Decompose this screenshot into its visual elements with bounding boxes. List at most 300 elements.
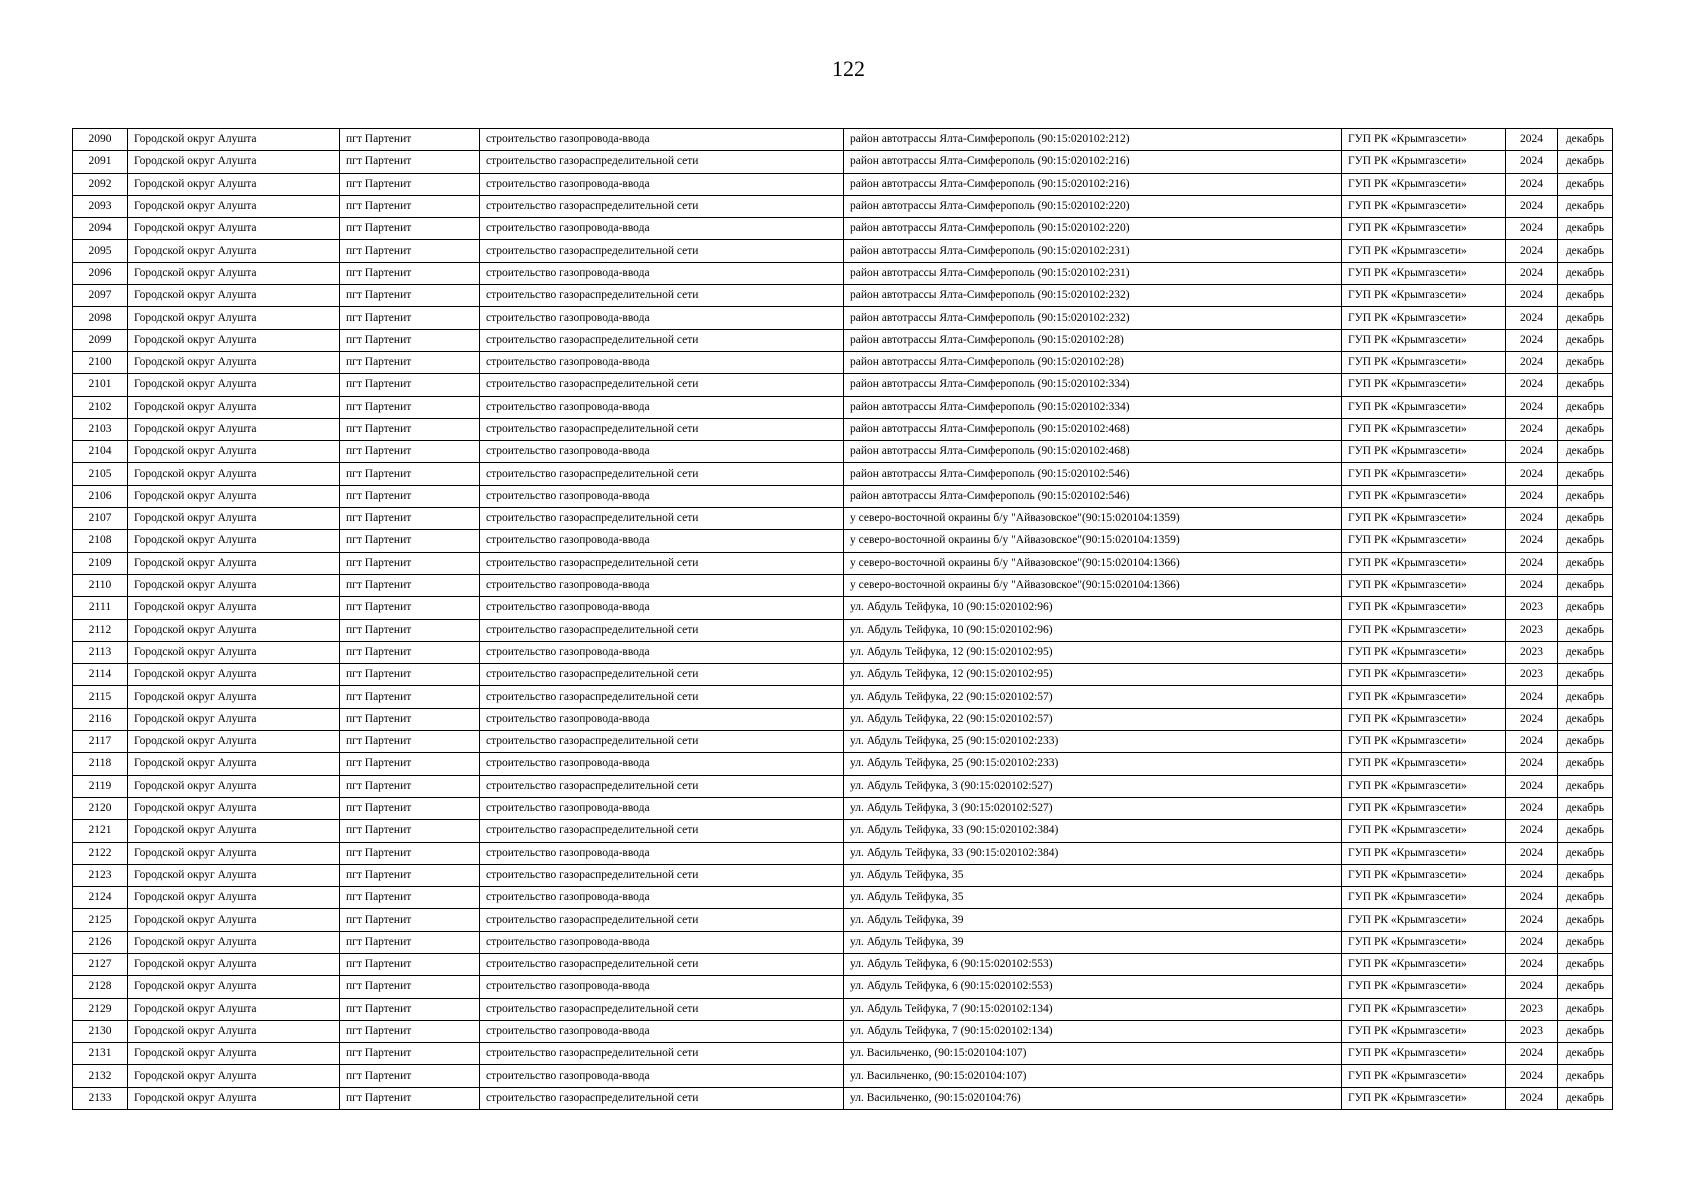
row-number: 2121 xyxy=(73,820,128,842)
year-cell: 2024 xyxy=(1506,351,1558,373)
organization-cell: ГУП РК «Крымгазсети» xyxy=(1342,909,1506,931)
address-cell: ул. Абдуль Тейфука, 35 xyxy=(844,887,1342,909)
settlement-cell: пгт Партенит xyxy=(340,463,480,485)
work-type-cell: строительство газопровода-ввода xyxy=(480,530,844,552)
year-cell: 2024 xyxy=(1506,129,1558,151)
month-cell: декабрь xyxy=(1558,909,1613,931)
year-cell: 2024 xyxy=(1506,285,1558,307)
table-row xyxy=(73,508,1613,530)
row-number: 2097 xyxy=(73,285,128,307)
table-row xyxy=(73,797,1613,819)
district-cell: Городской округ Алушта xyxy=(128,664,340,686)
settlement-cell: пгт Партенит xyxy=(340,173,480,195)
settlement-cell: пгт Партенит xyxy=(340,597,480,619)
year-cell: 2024 xyxy=(1506,753,1558,775)
address-cell: ул. Абдуль Тейфука, 39 xyxy=(844,931,1342,953)
month-cell: декабрь xyxy=(1558,262,1613,284)
address-cell: район автотрассы Ялта-Симферополь (90:15:020102:232) xyxy=(844,285,1342,307)
address-cell: ул. Абдуль Тейфука, 39 xyxy=(844,909,1342,931)
settlement-cell: пгт Партенит xyxy=(340,909,480,931)
district-cell: Городской округ Алушта xyxy=(128,173,340,195)
settlement-cell: пгт Партенит xyxy=(340,864,480,886)
address-cell: ул. Абдуль Тейфука, 12 (90:15:020102:95) xyxy=(844,641,1342,663)
address-cell: район автотрассы Ялта-Симферополь (90:15:020102:212) xyxy=(844,129,1342,151)
district-cell: Городской округ Алушта xyxy=(128,262,340,284)
work-type-cell: строительство газораспределительной сети xyxy=(480,864,844,886)
settlement-cell: пгт Партенит xyxy=(340,240,480,262)
district-cell: Городской округ Алушта xyxy=(128,775,340,797)
year-cell: 2024 xyxy=(1506,195,1558,217)
row-number: 2129 xyxy=(73,998,128,1020)
settlement-cell: пгт Партенит xyxy=(340,262,480,284)
organization-cell: ГУП РК «Крымгазсети» xyxy=(1342,351,1506,373)
district-cell: Городской округ Алушта xyxy=(128,530,340,552)
table-row xyxy=(73,820,1613,842)
district-cell: Городской округ Алушта xyxy=(128,329,340,351)
address-cell: ул. Абдуль Тейфука, 33 (90:15:020102:384) xyxy=(844,842,1342,864)
year-cell: 2023 xyxy=(1506,597,1558,619)
table-row xyxy=(73,708,1613,730)
row-number: 2103 xyxy=(73,418,128,440)
table-row xyxy=(73,887,1613,909)
work-type-cell: строительство газопровода-ввода xyxy=(480,218,844,240)
table-row xyxy=(73,731,1613,753)
address-cell: у северо-восточной окраины б/у "Айвазовское"(90:15:020104:1359) xyxy=(844,530,1342,552)
address-cell: ул. Васильченко, (90:15:020104:107) xyxy=(844,1043,1342,1065)
table-row xyxy=(73,530,1613,552)
table-row xyxy=(73,953,1613,975)
district-cell: Городской округ Алушта xyxy=(128,708,340,730)
address-cell: район автотрассы Ялта-Симферополь (90:15:020102:468) xyxy=(844,418,1342,440)
settlement-cell: пгт Партенит xyxy=(340,218,480,240)
month-cell: декабрь xyxy=(1558,285,1613,307)
address-cell: у северо-восточной окраины б/у "Айвазовское"(90:15:020104:1366) xyxy=(844,574,1342,596)
year-cell: 2024 xyxy=(1506,485,1558,507)
row-number: 2107 xyxy=(73,508,128,530)
year-cell: 2024 xyxy=(1506,262,1558,284)
year-cell: 2024 xyxy=(1506,931,1558,953)
address-cell: район автотрассы Ялта-Симферополь (90:15:020102:468) xyxy=(844,441,1342,463)
table-row xyxy=(73,931,1613,953)
settlement-cell: пгт Партенит xyxy=(340,842,480,864)
year-cell: 2024 xyxy=(1506,1087,1558,1109)
address-cell: ул. Абдуль Тейфука, 10 (90:15:020102:96) xyxy=(844,619,1342,641)
settlement-cell: пгт Партенит xyxy=(340,396,480,418)
organization-cell: ГУП РК «Крымгазсети» xyxy=(1342,240,1506,262)
work-type-cell: строительство газораспределительной сети xyxy=(480,463,844,485)
year-cell: 2024 xyxy=(1506,396,1558,418)
address-cell: район автотрассы Ялта-Симферополь (90:15:020102:220) xyxy=(844,218,1342,240)
district-cell: Городской округ Алушта xyxy=(128,195,340,217)
district-cell: Городской округ Алушта xyxy=(128,1065,340,1087)
district-cell: Городской округ Алушта xyxy=(128,374,340,396)
settlement-cell: пгт Партенит xyxy=(340,307,480,329)
year-cell: 2024 xyxy=(1506,953,1558,975)
table-row xyxy=(73,240,1613,262)
organization-cell: ГУП РК «Крымгазсети» xyxy=(1342,307,1506,329)
work-type-cell: строительство газопровода-ввода xyxy=(480,597,844,619)
table-row xyxy=(73,976,1613,998)
district-cell: Городской округ Алушта xyxy=(128,1043,340,1065)
year-cell: 2024 xyxy=(1506,441,1558,463)
row-number: 2094 xyxy=(73,218,128,240)
year-cell: 2024 xyxy=(1506,218,1558,240)
work-type-cell: строительство газопровода-ввода xyxy=(480,887,844,909)
settlement-cell: пгт Партенит xyxy=(340,931,480,953)
month-cell: декабрь xyxy=(1558,1020,1613,1042)
district-cell: Городской округ Алушта xyxy=(128,887,340,909)
settlement-cell: пгт Партенит xyxy=(340,285,480,307)
work-type-cell: строительство газораспределительной сети xyxy=(480,374,844,396)
month-cell: декабрь xyxy=(1558,530,1613,552)
settlement-cell: пгт Партенит xyxy=(340,329,480,351)
address-cell: район автотрассы Ялта-Симферополь (90:15:020102:216) xyxy=(844,151,1342,173)
year-cell: 2024 xyxy=(1506,686,1558,708)
work-type-cell: строительство газораспределительной сети xyxy=(480,285,844,307)
settlement-cell: пгт Партенит xyxy=(340,731,480,753)
row-number: 2131 xyxy=(73,1043,128,1065)
work-type-cell: строительство газопровода-ввода xyxy=(480,129,844,151)
address-cell: ул. Абдуль Тейфука, 12 (90:15:020102:95) xyxy=(844,664,1342,686)
table-row xyxy=(73,463,1613,485)
month-cell: декабрь xyxy=(1558,708,1613,730)
district-cell: Городской округ Алушта xyxy=(128,574,340,596)
address-cell: у северо-восточной окраины б/у "Айвазовское"(90:15:020104:1359) xyxy=(844,508,1342,530)
organization-cell: ГУП РК «Крымгазсети» xyxy=(1342,797,1506,819)
organization-cell: ГУП РК «Крымгазсети» xyxy=(1342,552,1506,574)
table-row xyxy=(73,619,1613,641)
district-cell: Городской округ Алушта xyxy=(128,441,340,463)
organization-cell: ГУП РК «Крымгазсети» xyxy=(1342,1065,1506,1087)
settlement-cell: пгт Партенит xyxy=(340,552,480,574)
address-cell: район автотрассы Ялта-Симферополь (90:15:020102:28) xyxy=(844,351,1342,373)
address-cell: район автотрассы Ялта-Симферополь (90:15:020102:546) xyxy=(844,485,1342,507)
month-cell: декабрь xyxy=(1558,463,1613,485)
settlement-cell: пгт Партенит xyxy=(340,976,480,998)
work-type-cell: строительство газораспределительной сети xyxy=(480,508,844,530)
row-number: 2114 xyxy=(73,664,128,686)
address-cell: ул. Абдуль Тейфука, 7 (90:15:020102:134) xyxy=(844,1020,1342,1042)
row-number: 2096 xyxy=(73,262,128,284)
district-cell: Городской округ Алушта xyxy=(128,597,340,619)
month-cell: декабрь xyxy=(1558,1087,1613,1109)
organization-cell: ГУП РК «Крымгазсети» xyxy=(1342,508,1506,530)
month-cell: декабрь xyxy=(1558,619,1613,641)
row-number: 2122 xyxy=(73,842,128,864)
month-cell: декабрь xyxy=(1558,129,1613,151)
table-row xyxy=(73,775,1613,797)
year-cell: 2024 xyxy=(1506,374,1558,396)
work-type-cell: строительство газопровода-ввода xyxy=(480,641,844,663)
address-cell: район автотрассы Ялта-Симферополь (90:15:020102:546) xyxy=(844,463,1342,485)
organization-cell: ГУП РК «Крымгазсети» xyxy=(1342,597,1506,619)
work-type-cell: строительство газопровода-ввода xyxy=(480,797,844,819)
address-cell: район автотрассы Ялта-Симферополь (90:15:020102:216) xyxy=(844,173,1342,195)
organization-cell: ГУП РК «Крымгазсети» xyxy=(1342,463,1506,485)
table-row xyxy=(73,998,1613,1020)
year-cell: 2024 xyxy=(1506,463,1558,485)
month-cell: декабрь xyxy=(1558,151,1613,173)
year-cell: 2024 xyxy=(1506,775,1558,797)
district-cell: Городской округ Алушта xyxy=(128,976,340,998)
district-cell: Городской округ Алушта xyxy=(128,619,340,641)
row-number: 2104 xyxy=(73,441,128,463)
row-number: 2090 xyxy=(73,129,128,151)
table-row xyxy=(73,641,1613,663)
address-cell: ул. Абдуль Тейфука, 25 (90:15:020102:233) xyxy=(844,731,1342,753)
month-cell: декабрь xyxy=(1558,664,1613,686)
row-number: 2120 xyxy=(73,797,128,819)
row-number: 2116 xyxy=(73,708,128,730)
work-type-cell: строительство газопровода-ввода xyxy=(480,976,844,998)
work-type-cell: строительство газораспределительной сети xyxy=(480,151,844,173)
row-number: 2132 xyxy=(73,1065,128,1087)
table-row xyxy=(73,485,1613,507)
year-cell: 2024 xyxy=(1506,976,1558,998)
table-row xyxy=(73,129,1613,151)
work-type-cell: строительство газопровода-ввода xyxy=(480,262,844,284)
month-cell: декабрь xyxy=(1558,775,1613,797)
organization-cell: ГУП РК «Крымгазсети» xyxy=(1342,418,1506,440)
table-row xyxy=(73,552,1613,574)
organization-cell: ГУП РК «Крымгазсети» xyxy=(1342,485,1506,507)
district-cell: Городской округ Алушта xyxy=(128,240,340,262)
work-type-cell: строительство газораспределительной сети xyxy=(480,418,844,440)
settlement-cell: пгт Партенит xyxy=(340,797,480,819)
year-cell: 2023 xyxy=(1506,664,1558,686)
row-number: 2112 xyxy=(73,619,128,641)
settlement-cell: пгт Партенит xyxy=(340,151,480,173)
row-number: 2118 xyxy=(73,753,128,775)
district-cell: Городской округ Алушта xyxy=(128,552,340,574)
year-cell: 2023 xyxy=(1506,641,1558,663)
year-cell: 2024 xyxy=(1506,864,1558,886)
organization-cell: ГУП РК «Крымгазсети» xyxy=(1342,619,1506,641)
row-number: 2102 xyxy=(73,396,128,418)
month-cell: декабрь xyxy=(1558,374,1613,396)
organization-cell: ГУП РК «Крымгазсети» xyxy=(1342,887,1506,909)
table-row xyxy=(73,396,1613,418)
row-number: 2091 xyxy=(73,151,128,173)
year-cell: 2024 xyxy=(1506,708,1558,730)
row-number: 2098 xyxy=(73,307,128,329)
work-type-cell: строительство газопровода-ввода xyxy=(480,441,844,463)
settlement-cell: пгт Партенит xyxy=(340,775,480,797)
table-row xyxy=(73,329,1613,351)
work-type-cell: строительство газораспределительной сети xyxy=(480,240,844,262)
table-row xyxy=(73,307,1613,329)
work-type-cell: строительство газопровода-ввода xyxy=(480,574,844,596)
table-row xyxy=(73,285,1613,307)
district-cell: Городской округ Алушта xyxy=(128,731,340,753)
year-cell: 2023 xyxy=(1506,1020,1558,1042)
district-cell: Городской округ Алушта xyxy=(128,485,340,507)
month-cell: декабрь xyxy=(1558,418,1613,440)
organization-cell: ГУП РК «Крымгазсети» xyxy=(1342,931,1506,953)
organization-cell: ГУП РК «Крымгазсети» xyxy=(1342,641,1506,663)
work-type-cell: строительство газопровода-ввода xyxy=(480,485,844,507)
district-cell: Городской округ Алушта xyxy=(128,864,340,886)
registry-table xyxy=(72,128,1613,1110)
work-type-cell: строительство газораспределительной сети xyxy=(480,731,844,753)
organization-cell: ГУП РК «Крымгазсети» xyxy=(1342,1087,1506,1109)
organization-cell: ГУП РК «Крымгазсети» xyxy=(1342,574,1506,596)
row-number: 2108 xyxy=(73,530,128,552)
organization-cell: ГУП РК «Крымгазсети» xyxy=(1342,329,1506,351)
month-cell: декабрь xyxy=(1558,998,1613,1020)
settlement-cell: пгт Партенит xyxy=(340,998,480,1020)
table-row xyxy=(73,864,1613,886)
organization-cell: ГУП РК «Крымгазсети» xyxy=(1342,664,1506,686)
table-row xyxy=(73,262,1613,284)
table-row xyxy=(73,351,1613,373)
organization-cell: ГУП РК «Крымгазсети» xyxy=(1342,976,1506,998)
work-type-cell: строительство газопровода-ввода xyxy=(480,931,844,953)
district-cell: Городской округ Алушта xyxy=(128,998,340,1020)
month-cell: декабрь xyxy=(1558,441,1613,463)
year-cell: 2024 xyxy=(1506,307,1558,329)
address-cell: ул. Абдуль Тейфука, 35 xyxy=(844,864,1342,886)
organization-cell: ГУП РК «Крымгазсети» xyxy=(1342,731,1506,753)
address-cell: ул. Абдуль Тейфука, 22 (90:15:020102:57) xyxy=(844,708,1342,730)
registry-table-body xyxy=(73,129,1613,1110)
table-row xyxy=(73,374,1613,396)
address-cell: район автотрассы Ялта-Симферополь (90:15:020102:334) xyxy=(844,396,1342,418)
district-cell: Городской округ Алушта xyxy=(128,129,340,151)
row-number: 2133 xyxy=(73,1087,128,1109)
organization-cell: ГУП РК «Крымгазсети» xyxy=(1342,1043,1506,1065)
work-type-cell: строительство газопровода-ввода xyxy=(480,1065,844,1087)
row-number: 2106 xyxy=(73,485,128,507)
address-cell: район автотрассы Ялта-Симферополь (90:15:020102:334) xyxy=(844,374,1342,396)
organization-cell: ГУП РК «Крымгазсети» xyxy=(1342,753,1506,775)
year-cell: 2024 xyxy=(1506,731,1558,753)
organization-cell: ГУП РК «Крымгазсети» xyxy=(1342,775,1506,797)
year-cell: 2024 xyxy=(1506,820,1558,842)
month-cell: декабрь xyxy=(1558,976,1613,998)
settlement-cell: пгт Партенит xyxy=(340,641,480,663)
settlement-cell: пгт Партенит xyxy=(340,664,480,686)
year-cell: 2024 xyxy=(1506,530,1558,552)
month-cell: декабрь xyxy=(1558,508,1613,530)
work-type-cell: строительство газораспределительной сети xyxy=(480,953,844,975)
settlement-cell: пгт Партенит xyxy=(340,530,480,552)
address-cell: ул. Васильченко, (90:15:020104:107) xyxy=(844,1065,1342,1087)
month-cell: декабрь xyxy=(1558,218,1613,240)
address-cell: район автотрассы Ялта-Симферополь (90:15:020102:232) xyxy=(844,307,1342,329)
table-row xyxy=(73,195,1613,217)
settlement-cell: пгт Партенит xyxy=(340,351,480,373)
work-type-cell: строительство газопровода-ввода xyxy=(480,396,844,418)
settlement-cell: пгт Партенит xyxy=(340,418,480,440)
table-row xyxy=(73,753,1613,775)
address-cell: ул. Абдуль Тейфука, 3 (90:15:020102:527) xyxy=(844,775,1342,797)
district-cell: Городской округ Алушта xyxy=(128,753,340,775)
address-cell: ул. Абдуль Тейфука, 22 (90:15:020102:57) xyxy=(844,686,1342,708)
row-number: 2123 xyxy=(73,864,128,886)
table-row xyxy=(73,597,1613,619)
settlement-cell: пгт Партенит xyxy=(340,686,480,708)
month-cell: декабрь xyxy=(1558,887,1613,909)
row-number: 2099 xyxy=(73,329,128,351)
district-cell: Городской округ Алушта xyxy=(128,396,340,418)
organization-cell: ГУП РК «Крымгазсети» xyxy=(1342,530,1506,552)
year-cell: 2023 xyxy=(1506,619,1558,641)
organization-cell: ГУП РК «Крымгазсети» xyxy=(1342,129,1506,151)
work-type-cell: строительство газораспределительной сети xyxy=(480,195,844,217)
work-type-cell: строительство газораспределительной сети xyxy=(480,1087,844,1109)
year-cell: 2024 xyxy=(1506,1043,1558,1065)
month-cell: декабрь xyxy=(1558,842,1613,864)
organization-cell: ГУП РК «Крымгазсети» xyxy=(1342,195,1506,217)
settlement-cell: пгт Партенит xyxy=(340,953,480,975)
district-cell: Городской округ Алушта xyxy=(128,285,340,307)
organization-cell: ГУП РК «Крымгазсети» xyxy=(1342,151,1506,173)
month-cell: декабрь xyxy=(1558,396,1613,418)
row-number: 2100 xyxy=(73,351,128,373)
row-number: 2092 xyxy=(73,173,128,195)
month-cell: декабрь xyxy=(1558,797,1613,819)
settlement-cell: пгт Партенит xyxy=(340,485,480,507)
work-type-cell: строительство газораспределительной сети xyxy=(480,329,844,351)
organization-cell: ГУП РК «Крымгазсети» xyxy=(1342,285,1506,307)
settlement-cell: пгт Партенит xyxy=(340,1043,480,1065)
organization-cell: ГУП РК «Крымгазсети» xyxy=(1342,1020,1506,1042)
organization-cell: ГУП РК «Крымгазсети» xyxy=(1342,374,1506,396)
organization-cell: ГУП РК «Крымгазсети» xyxy=(1342,441,1506,463)
work-type-cell: строительство газораспределительной сети xyxy=(480,1043,844,1065)
month-cell: декабрь xyxy=(1558,753,1613,775)
row-number: 2124 xyxy=(73,887,128,909)
district-cell: Городской округ Алушта xyxy=(128,508,340,530)
month-cell: декабрь xyxy=(1558,552,1613,574)
table-row xyxy=(73,218,1613,240)
work-type-cell: строительство газораспределительной сети xyxy=(480,775,844,797)
year-cell: 2024 xyxy=(1506,329,1558,351)
district-cell: Городской округ Алушта xyxy=(128,351,340,373)
settlement-cell: пгт Партенит xyxy=(340,1087,480,1109)
table-row xyxy=(73,842,1613,864)
table-row xyxy=(73,173,1613,195)
row-number: 2093 xyxy=(73,195,128,217)
table-row xyxy=(73,151,1613,173)
month-cell: декабрь xyxy=(1558,641,1613,663)
month-cell: декабрь xyxy=(1558,307,1613,329)
settlement-cell: пгт Партенит xyxy=(340,374,480,396)
row-number: 2130 xyxy=(73,1020,128,1042)
work-type-cell: строительство газораспределительной сети xyxy=(480,998,844,1020)
row-number: 2101 xyxy=(73,374,128,396)
district-cell: Городской округ Алушта xyxy=(128,641,340,663)
page-number: 122 xyxy=(832,56,865,81)
work-type-cell: строительство газораспределительной сети xyxy=(480,664,844,686)
row-number: 2119 xyxy=(73,775,128,797)
year-cell: 2024 xyxy=(1506,909,1558,931)
district-cell: Городской округ Алушта xyxy=(128,909,340,931)
organization-cell: ГУП РК «Крымгазсети» xyxy=(1342,708,1506,730)
month-cell: декабрь xyxy=(1558,953,1613,975)
month-cell: декабрь xyxy=(1558,574,1613,596)
work-type-cell: строительство газораспределительной сети xyxy=(480,909,844,931)
table-row xyxy=(73,574,1613,596)
year-cell: 2024 xyxy=(1506,552,1558,574)
table-row xyxy=(73,1043,1613,1065)
organization-cell: ГУП РК «Крымгазсети» xyxy=(1342,953,1506,975)
organization-cell: ГУП РК «Крымгазсети» xyxy=(1342,842,1506,864)
district-cell: Городской округ Алушта xyxy=(128,842,340,864)
district-cell: Городской округ Алушта xyxy=(128,686,340,708)
organization-cell: ГУП РК «Крымгазсети» xyxy=(1342,998,1506,1020)
